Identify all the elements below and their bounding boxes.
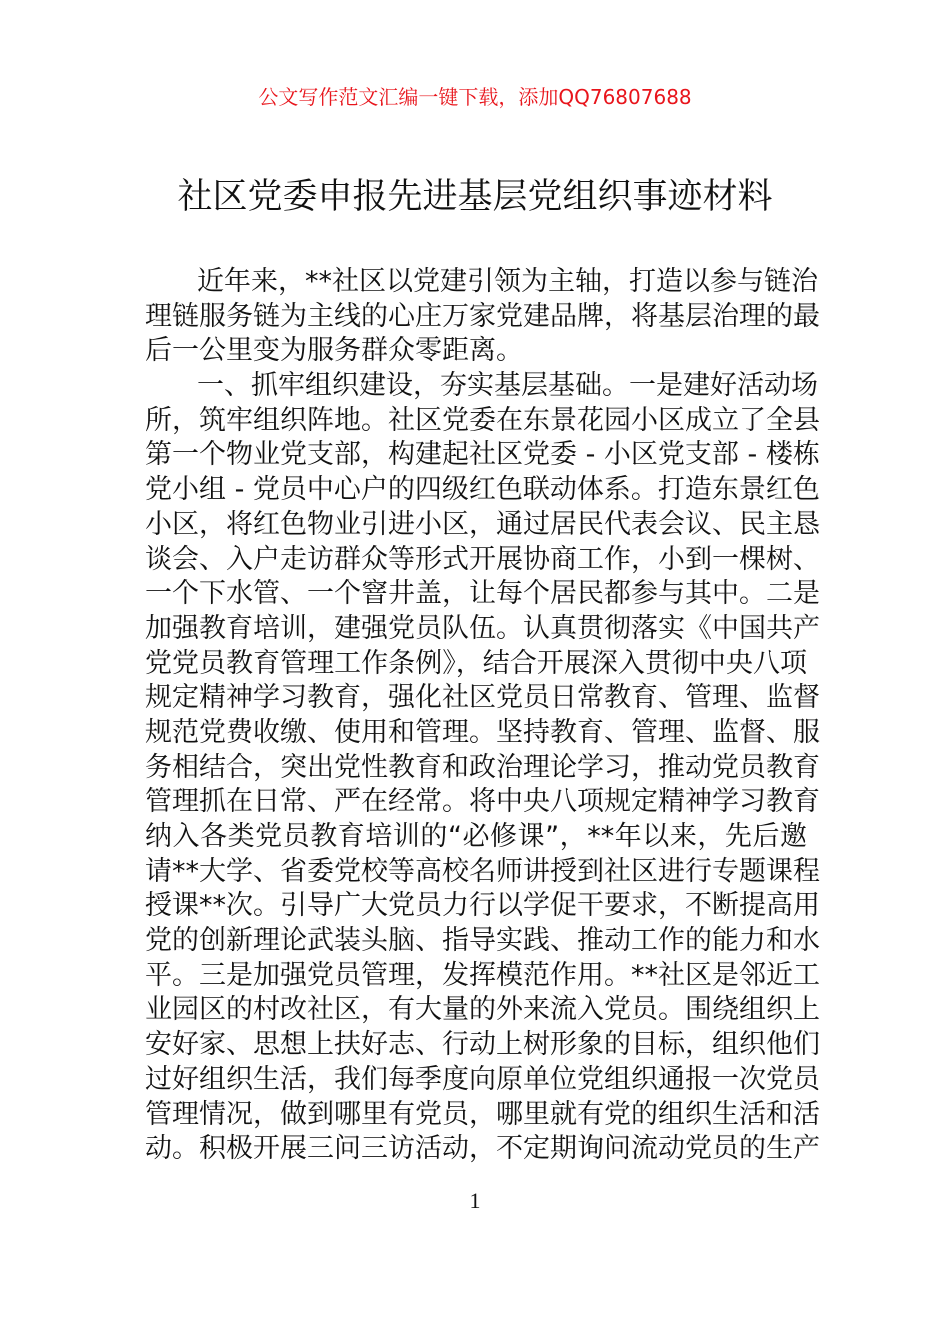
paragraph-line: 一个下水管、一个窨井盖，让每个居民都参与其中。二是 — [145, 578, 820, 610]
page-number: 1 — [469, 1188, 481, 1213]
document-title: 社区党委申报先进基层党组织事迹材料 — [177, 177, 773, 217]
paragraph-line: 党的创新理论武装头脑、指导实践、推动工作的能力和水 — [145, 925, 820, 957]
paragraph-line: 党党员教育管理工作条例》，结合开展深入贯彻中央八项 — [145, 647, 807, 679]
paragraph-line: 近年来，**社区以党建引领为主轴，打造以参与链治 — [197, 266, 818, 297]
paragraph-line: 后一公里变为服务群众零距离。 — [145, 335, 523, 367]
paragraph-line: 过好组织生活，我们每季度向原单位党组织通报一次党员 — [145, 1063, 820, 1095]
paragraph-line: 安好家、思想上扶好志、行动上树形象的目标，组织他们 — [145, 1029, 820, 1061]
paragraph-line: 业园区的村改社区，有大量的外来流入党员。围绕组织上 — [145, 994, 820, 1026]
paragraph-line: 谈会、入户走访群众等形式开展协商工作，小到一棵树、 — [145, 543, 820, 575]
paragraph-line: 加强教育培训，建强党员队伍。认真贯彻落实《中国共产 — [145, 612, 820, 644]
paragraph-line: 纳入各类党员教育培训的“必修课”，**年以来，先后邀 — [145, 821, 807, 852]
paragraph-line: 第一个物业党支部，构建起社区党委 - 小区党支部 - 楼栋 — [145, 439, 820, 471]
document-body — [145, 265, 820, 1167]
paragraph-line: 平。三是加强党员管理，发挥模范作用。**社区是邻近工 — [145, 959, 820, 991]
paragraph-line: 管理抓在日常、严在经常。将中央八项规定精神学习教育 — [145, 786, 820, 818]
paragraph-line: 授课**次。引导广大党员力行以学促干要求，不断提高用 — [145, 890, 820, 922]
promo-header: 公文写作范文汇编一键下载，添加QQ76807688 — [258, 85, 692, 109]
paragraph-line: 党小组 - 党员中心户的四级红色联动体系。打造东景红色 — [145, 474, 820, 506]
paragraph-line: 务相结合，突出党性教育和政治理论学习，推动党员教育 — [145, 751, 820, 783]
paragraph-line: 规范党费收缴、使用和管理。坚持教育、管理、监督、服 — [145, 716, 820, 748]
paragraph-line: 小区，将红色物业引进小区，通过居民代表会议、民主恳 — [145, 508, 820, 540]
paragraph-line: 动。积极开展三问三访活动，不定期询问流动党员的生产 — [145, 1133, 820, 1165]
paragraph-line: 请**大学、省委党校等高校名师讲授到社区进行专题课程 — [145, 855, 820, 887]
paragraph-line: 理链服务链为主线的心庄万家党建品牌，将基层治理的最 — [145, 300, 820, 332]
paragraph-line: 管理情况，做到哪里有党员，哪里就有党的组织生活和活 — [145, 1098, 820, 1130]
paragraph-line: 规定精神学习教育，强化社区党员日常教育、管理、监督 — [145, 682, 820, 714]
paragraph-line: 所，筑牢组织阵地。社区党委在东景花园小区成立了全县 — [145, 404, 820, 436]
paragraph-line: 一、抓牢组织建设，夯实基层基础。一是建好活动场 — [197, 370, 818, 402]
